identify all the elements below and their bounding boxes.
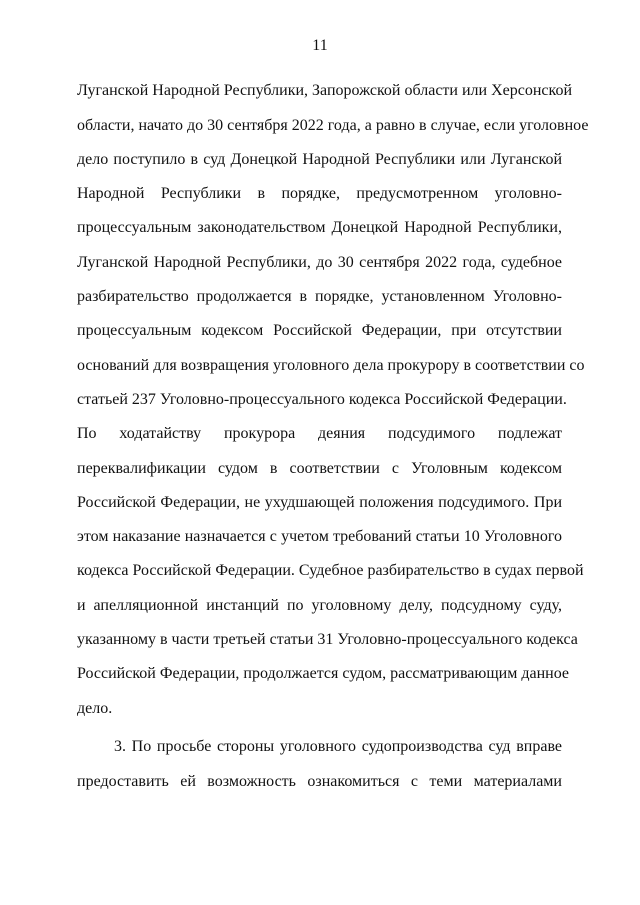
text-line: дело поступило в суд Донецкой Народной Республики или Луганской (77, 151, 562, 168)
text-line: Луганской Народной Республики, Запорожской области или Херсонской (77, 82, 573, 99)
text-line: Луганской Народной Республики, до 30 сентября 2022 года, судебное (77, 254, 562, 271)
text-line: оснований для возвращения уголовного дела прокурору в соответствии со (77, 357, 585, 374)
text-line: процессуальным законодательством Донецкой Народной Республики, (77, 219, 562, 236)
text-line: статьей 237 Уголовно-процессуального кодекса Российской Федерации. (77, 391, 567, 408)
text-line: дело. (77, 700, 113, 717)
text-line: Российской Федерации, продолжается судом, рассматривающим данное (77, 665, 570, 682)
text-line: и апелляционной инстанций по уголовному делу, подсудному суду, (77, 597, 562, 614)
text-line: указанному в части третьей статьи 31 Уголовно-процессуального кодекса (77, 631, 578, 648)
text-line: Народной Республики в порядке, предусмотренном уголовно- (77, 185, 562, 202)
text-line: Российской Федерации, не ухудшающей положения подсудимого. При (77, 494, 562, 511)
text-line: предоставить ей возможность ознакомиться с теми материалами (77, 773, 562, 790)
text-line: процессуальным кодексом Российской Федерации, при отсутствии (77, 322, 562, 339)
text-line: области, начато до 30 сентября 2022 года, а равно в случае, если уголовное (77, 117, 589, 134)
text-line: 3. По просьбе стороны уголовного судопроизводства суд вправе (114, 738, 562, 755)
text-line: кодекса Российской Федерации. Судебное разбирательство в судах первой (77, 562, 584, 579)
text-line: переквалификации судом в соответствии с Уголовным кодексом (77, 460, 562, 477)
text-line: По ходатайству прокурора деяния подсудимого подлежат (77, 425, 562, 442)
page-number: 11 (312, 37, 328, 54)
text-line: разбирательство продолжается в порядке, установленном Уголовно- (77, 288, 562, 305)
text-line: этом наказание назначается с учетом требований статьи 10 Уголовного (77, 528, 562, 545)
